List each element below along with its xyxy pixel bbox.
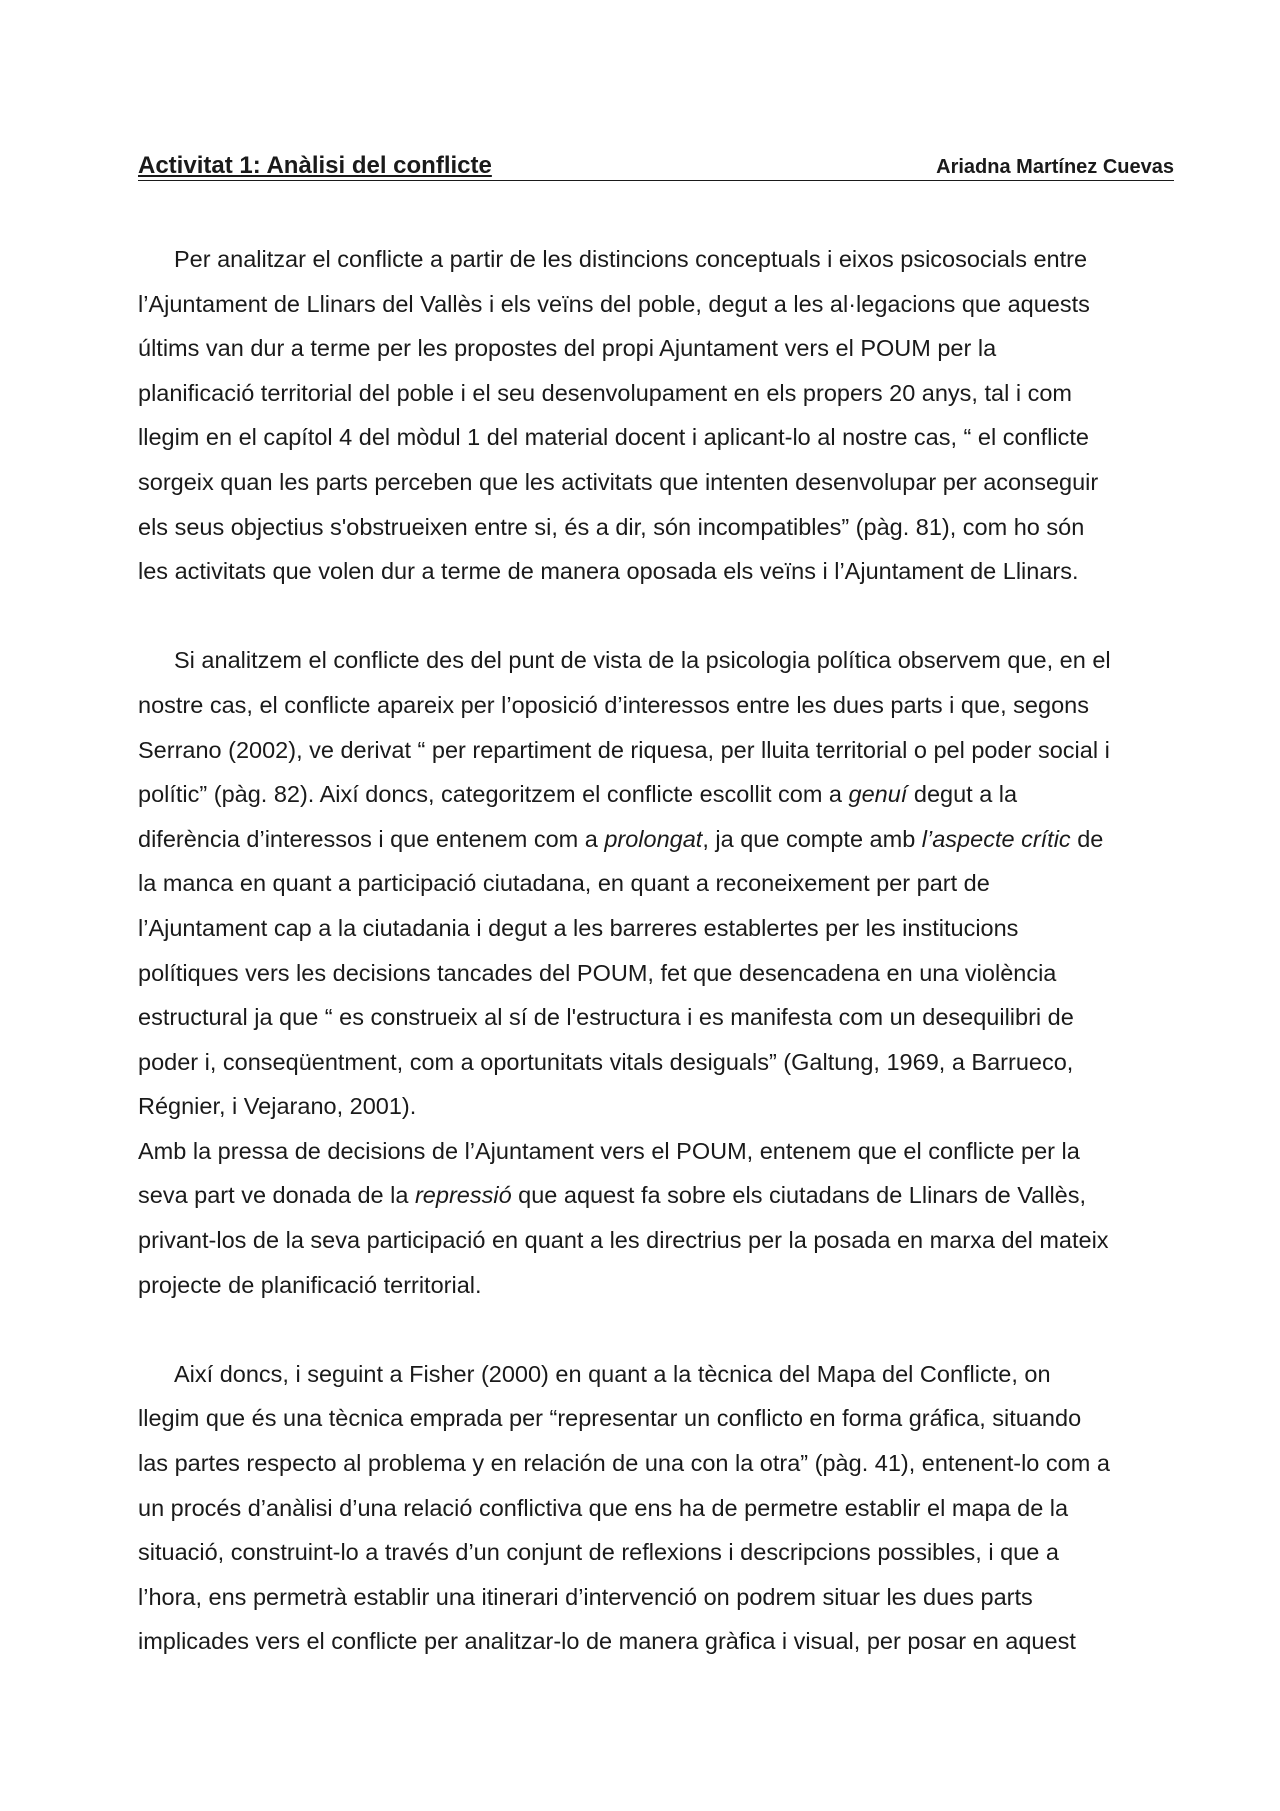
text-line: [138, 817, 1218, 862]
paragraph-1: [138, 237, 1218, 594]
text-line: la manca en quant a participació ciutadana, en quant a reconeixement per part de: [138, 870, 990, 897]
text-line: Per analitzar el conflicte a partir de les distincions conceptuals i eixos psicosocials entre: [174, 246, 1088, 272]
text-line: els seus objectius s'obstrueixen entre si, és a dir, són incompatibles” (pàg. 81), com ho són: [138, 513, 1085, 540]
paragraph-2: [138, 638, 1218, 1129]
text-line: implicades vers el conflicte per analitzar-lo de manera gràfica i visual, per posar en aquest: [138, 1628, 1076, 1655]
text-line: l’Ajuntament de Llinars del Vallès i els veïns del poble, degut a les al·legacions que aquests: [138, 290, 1090, 317]
text-line: privant-los de la seva participació en quant a les directrius per la posada en marxa del mateix: [138, 1227, 1109, 1254]
text-line: situació, construint-lo a través d’un conjunt de reflexions i descripcions possibles, i que a: [138, 1539, 1059, 1566]
text-run: diferència d’interessos i que entenem com a: [138, 825, 605, 852]
text-line: les activitats que volen dur a terme de manera oposada els veïns i l’Ajuntament de Llinars.: [138, 558, 1079, 585]
text-run: polític” (pàg. 82). Així doncs, categoritzem el conflicte escollit com a: [138, 781, 849, 808]
author-name: Ariadna Martínez Cuevas: [936, 156, 1174, 178]
text-line: las partes respecto al problema y en relación de una con la otra” (pàg. 41), entenent-lo com a: [138, 1450, 1110, 1477]
text-line: planificació territorial del poble i el seu desenvolupament en els propers 20 anys, tal i com: [138, 379, 1072, 406]
text-line: Si analitzem el conflicte des del punt de vista de la psicologia política observem que, en el: [174, 647, 1111, 674]
text-run: de: [1070, 825, 1104, 852]
text-line: l’hora, ens permetrà establir una itinerari d’intervenció on podrem situar les dues parts: [138, 1583, 1033, 1610]
text-line: sorgeix quan les parts perceben que les activitats que intenten desenvolupar per aconseguir: [138, 468, 1099, 495]
text-line: llegim que és una tècnica emprada per “representar un conflicto en forma gráfica, situando: [138, 1405, 1082, 1432]
paragraph-4: [138, 1352, 1218, 1664]
text-line: poder i, conseqüentment, com a oportunitats vitals desiguals” (Galtung, 1969, a Barrueco,: [138, 1048, 1074, 1075]
emphasis-aspecte-critic: l’aspecte crític: [921, 825, 1071, 852]
text-line: projecte de planificació territorial.: [138, 1271, 482, 1298]
document-body: [138, 237, 1218, 1664]
paragraph-3: [138, 1129, 1218, 1307]
text-run: seva part ve donada de la: [138, 1182, 415, 1209]
text-line: últims van dur a terme per les propostes del propi Ajuntament vers el POUM per la: [138, 335, 997, 362]
text-line: Amb la pressa de decisions de l’Ajuntament vers el POUM, entenem que el conflicte per la: [138, 1137, 1080, 1164]
text-line: estructural ja que “ es construeix al sí de l'estructura i es manifesta com un desequilibri de: [138, 1004, 1074, 1031]
text-line: Régnier, i Vejarano, 2001).: [138, 1093, 417, 1120]
text-line: Serrano (2002), ve derivat “ per repartiment de riquesa, per lluita territorial o pel poder social i: [138, 736, 1110, 763]
text-run: degut a la: [907, 781, 1018, 808]
page-header: [138, 152, 1174, 181]
text-line: llegim en el capítol 4 del mòdul 1 del material docent i aplicant-lo al nostre cas, “ el conflicte: [138, 424, 1089, 451]
emphasis-repressio: repressió: [414, 1182, 512, 1209]
paragraph-gap: [138, 1307, 1218, 1352]
paragraph-gap: [138, 594, 1218, 639]
text-line: un procés d’anàlisi d’una relació conflictiva que ens ha de permetre establir el mapa de la: [138, 1494, 1069, 1521]
emphasis-prolongat: prolongat: [604, 825, 703, 852]
activity-title: Activitat 1: Anàlisi del conflicte: [138, 152, 492, 179]
text-run: que aquest fa sobre els ciutadans de Llinars de Vallès,: [511, 1182, 1087, 1209]
text-line: Així doncs, i seguint a Fisher (2000) en quant a la tècnica del Mapa del Conflicte, on: [174, 1360, 1051, 1387]
text-run: , ja que compte amb: [702, 825, 922, 852]
text-line: polítiques vers les decisions tancades del POUM, fet que desencadena en una violència: [138, 959, 1057, 986]
text-line: nostre cas, el conflicte apareix per l’oposició d’interessos entre les dues parts i que, segons: [138, 691, 1089, 718]
emphasis-genui: genuí: [848, 781, 908, 808]
text-line: l’Ajuntament cap a la ciutadania i degut a les barreres establertes per les institucions: [138, 914, 1019, 941]
text-line: [138, 1173, 1218, 1218]
text-line: [138, 772, 1218, 817]
